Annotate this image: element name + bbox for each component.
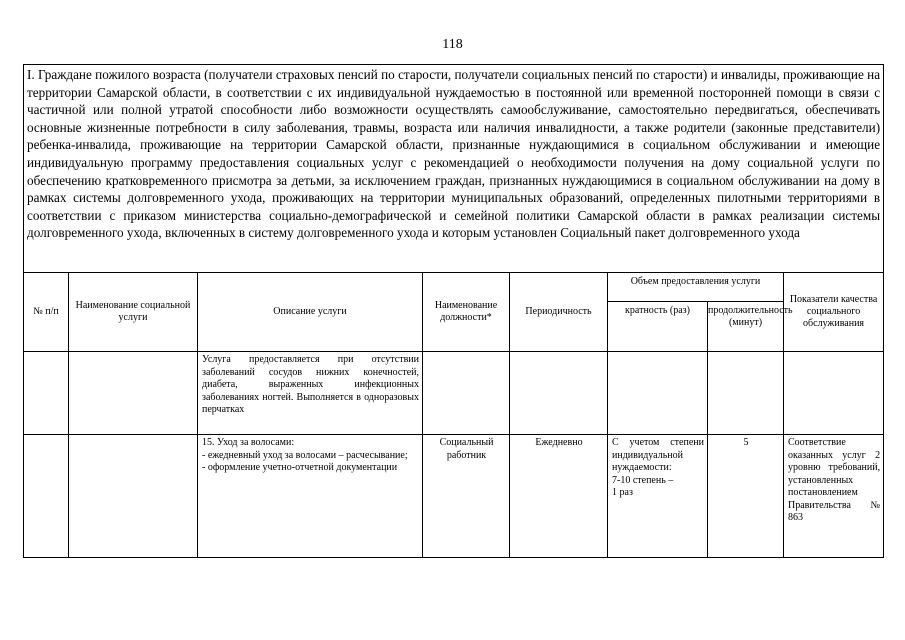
header-volume: Объем предоставления услуги: [608, 273, 784, 302]
cell-num: [24, 352, 69, 435]
header-num: № п/п: [24, 273, 69, 352]
cell-duration: 5: [708, 435, 784, 558]
cell-description: Услуга предоставляется при отсутствии заболеваний сосудов нижних конечностей, диабета, выраженных инфекционных заболеваниях ногтей. Выполняется в одноразовых перчатках: [198, 352, 423, 435]
cell-description: [198, 435, 423, 558]
cell-duration: [708, 352, 784, 435]
table-row: [24, 352, 884, 435]
cell-frequency: [608, 352, 708, 435]
description-line: - оформление учетно-отчетной документации: [202, 462, 398, 473]
cell-periodicity: [510, 352, 608, 435]
header-position: Наименование должности*: [423, 273, 510, 352]
cell-position: Социальный работник: [423, 435, 510, 558]
page-number: 118: [442, 37, 463, 52]
cell-quality: Соответствие оказанных услуг 2 уровню требований, установленных постановлением Правительства № 863: [784, 435, 884, 558]
header-service-name: Наименование социальной услуги: [69, 273, 198, 352]
cell-position: [423, 352, 510, 435]
header-row: [24, 273, 884, 302]
cell-quality: [784, 352, 884, 435]
header-description: Описание услуги: [198, 273, 423, 352]
services-table: [23, 64, 884, 558]
frequency-line: 7-10 степень –: [612, 474, 674, 486]
header-frequency: кратность (раз): [608, 302, 708, 352]
header-duration: продолжительность (минут): [708, 302, 784, 352]
cell-num: [24, 435, 69, 558]
frequency-line: 1 раз: [612, 487, 633, 498]
section-title: I. Граждане пожилого возраста (получатели страховых пенсий по старости, получатели социальных пенсий по старости) и инвалиды, проживающие на территории Самарской области, в соответствии с их индивидуальной нуждаемостью в постоянной или временной посторонней помощи в связи с частичной или полной утратой способности либо возможности осуществлять самообслуживание, самостоятельно передвигаться, обеспечивать основные жизненные потребности в силу заболевания, травмы, возраста или наличия инвалидности, а также родители (законные представители) ребенка-инвалида, проживающие на территории Самарской области, признанные нуждающимися в социальном обслуживании и имеющие индивидуальную программу предоставления социальных услуг с рекомендацией о необходимости получения на дому социальной услуги по обеспечению кратковременного присмотра за детьми, за исключением граждан, признанных нуждающимися в социальном обслуживании на дому в рамках системы долговременного ухода, проживающих на территории муниципальных образований, определенных пилотными территориями в соответствии с приказом министерства социально-демографической и семейной политики Самарской области в рамках реализации системы долговременного ухода, включенных в систему долговременного ухода и которым установлен Социальный пакет долговременного ухода: [24, 65, 884, 273]
description-line: 15. Уход за волосами:: [202, 437, 295, 448]
cell-frequency: [608, 435, 708, 558]
table-row: [24, 435, 884, 558]
description-line: - ежедневный уход за волосами – расчесывание;: [202, 449, 408, 461]
header-quality: Показатели качества социального обслуживания: [784, 273, 884, 352]
cell-service-name: [69, 352, 198, 435]
cell-periodicity: Ежедневно: [510, 435, 608, 558]
cell-service-name: [69, 435, 198, 558]
frequency-line: С учетом степени индивидуальной нуждаемости:: [612, 437, 704, 473]
header-periodicity: Периодичность: [510, 273, 608, 352]
